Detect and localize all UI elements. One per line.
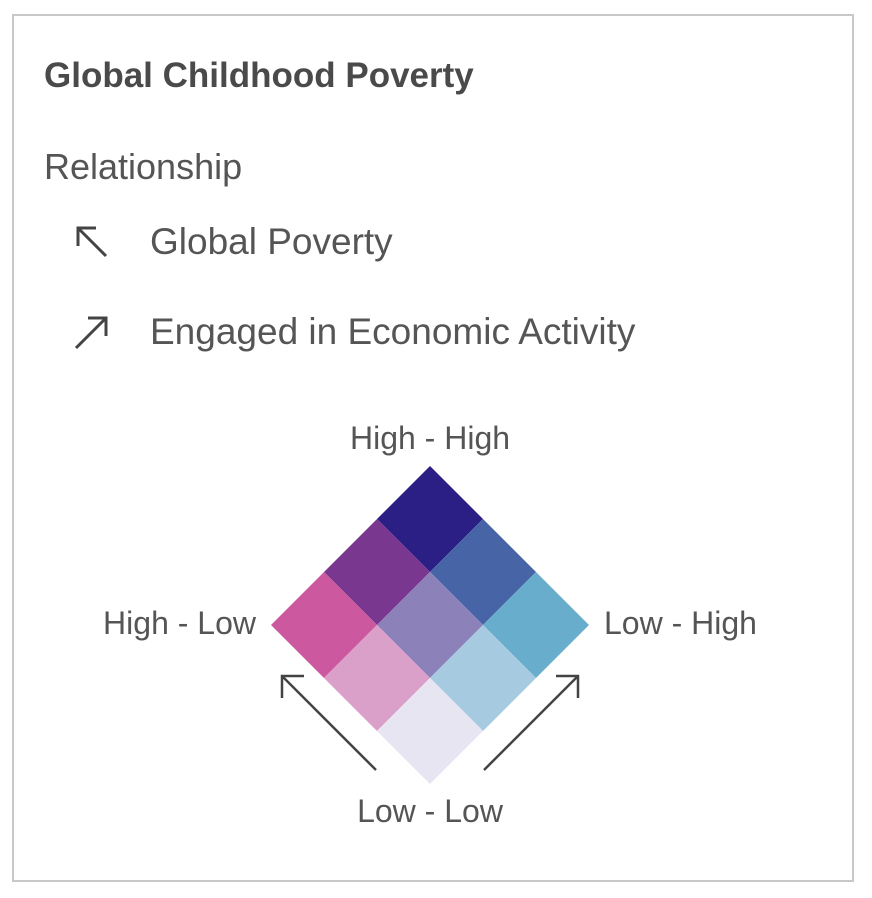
legend-panel [12,14,854,882]
corner-label-top: High - High [349,420,511,456]
field-label-economic-activity: Engaged in Economic Activity [150,311,636,352]
corner-label-left: High - Low [103,605,256,641]
corner-label-bottom: Low - Low [357,793,503,829]
bivariate-grid [14,16,852,880]
relationship-label: Relationship [44,146,243,187]
bivariate-cells [271,466,589,784]
field-label-global-poverty: Global Poverty [150,221,393,262]
legend-title: Global Childhood Poverty [44,56,474,95]
corner-label-right: Low - High [604,605,757,641]
